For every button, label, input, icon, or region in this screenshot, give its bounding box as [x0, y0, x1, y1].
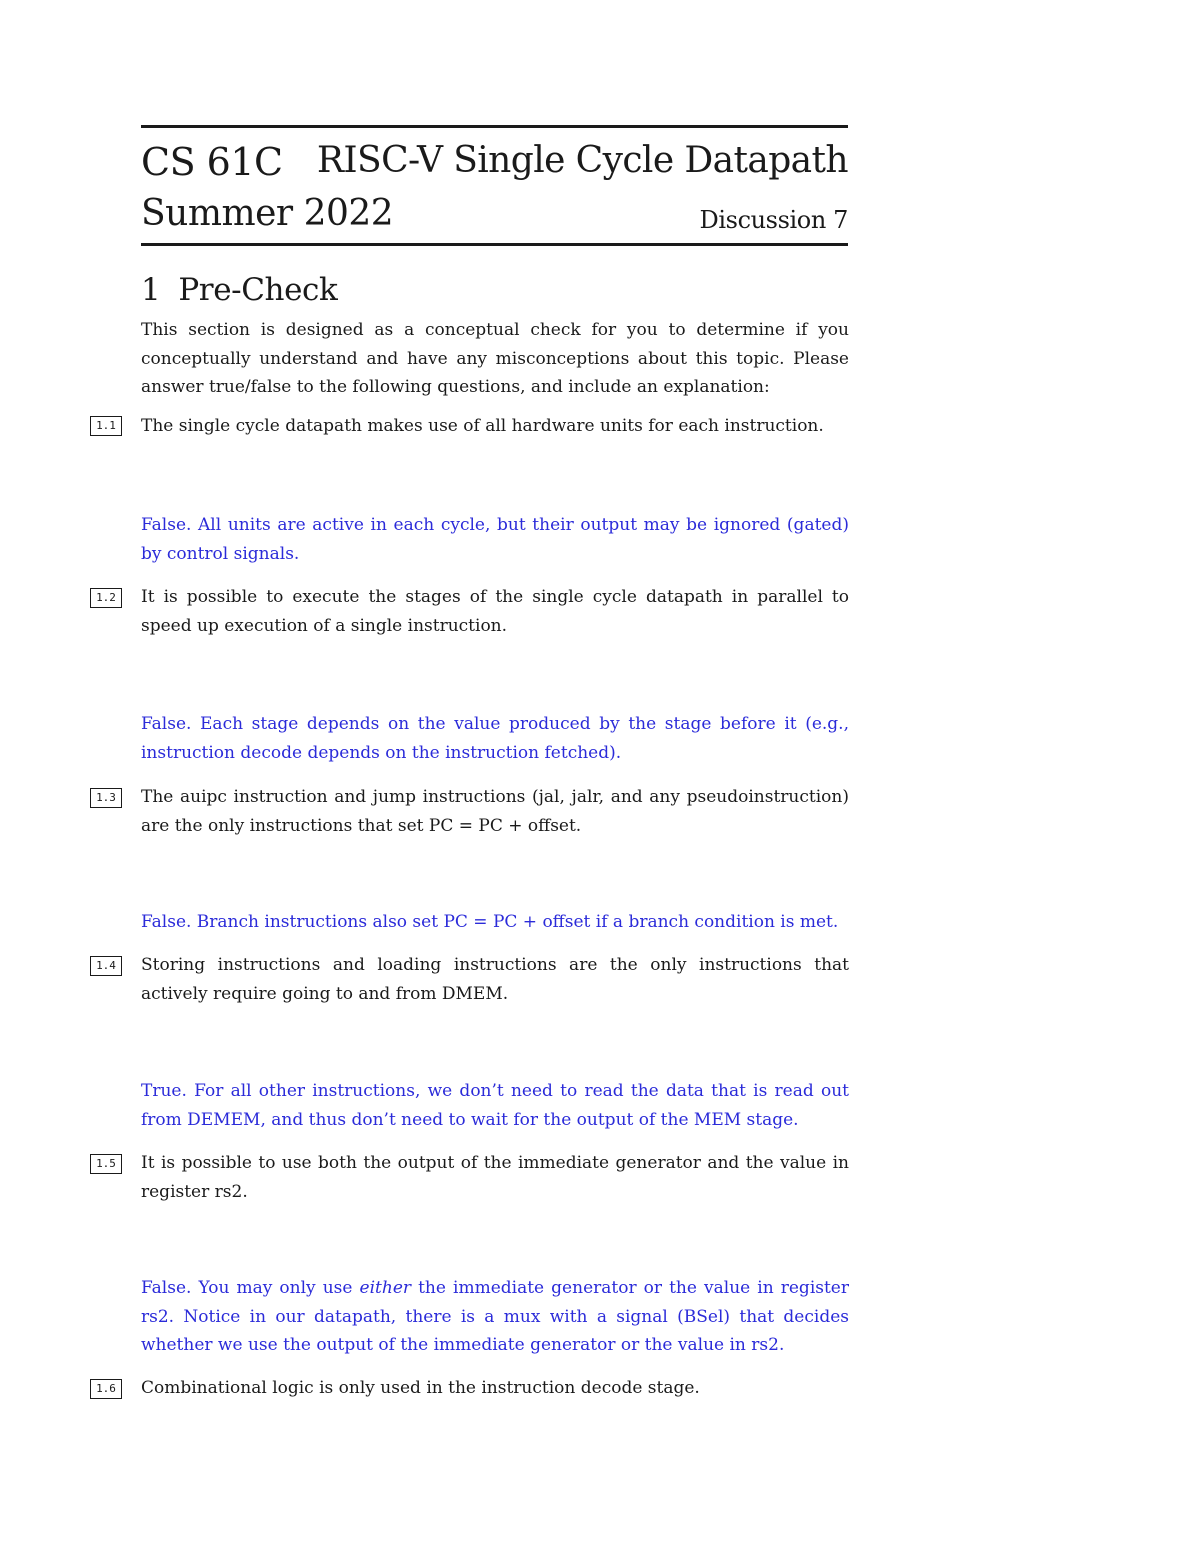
- document-title: RISC-V Single Cycle Datapath: [316, 140, 848, 181]
- answer-text: True. For all other instructions, we don’t need to read the data that is read out from DEMEM, and thus don’t need to wait for the output of the MEM stage.: [141, 1081, 849, 1130]
- section-number: 1: [141, 272, 161, 308]
- question-number-box: 1.6: [90, 1379, 122, 1399]
- header-top-rule: [141, 125, 848, 128]
- answer-text: False. Each stage depends on the value produced by the stage before it (e.g., instruction decode depends on the instruction fetched).: [141, 714, 849, 763]
- question-number-box: 1.3: [90, 788, 122, 808]
- question-text: The auipc instruction and jump instructions (jal, jalr, and any pseudoinstruction) are the only instructions that set PC = PC + offset.: [141, 787, 849, 836]
- question-text: It is possible to use both the output of the immediate generator and the value in register rs2.: [141, 1153, 849, 1202]
- question-text: Storing instructions and loading instructions are the only instructions that actively require going to and from DMEM.: [141, 955, 849, 1004]
- section-heading: [141, 272, 337, 308]
- question-number-box: 1.1: [90, 416, 122, 436]
- answer-emphasis: either: [359, 1278, 412, 1298]
- answer-text: False. Branch instructions also set PC = PC + offset if a branch condition is met.: [141, 912, 839, 932]
- header-bottom-rule: [141, 243, 848, 246]
- question-number-box: 1.2: [90, 588, 122, 608]
- question-text: The single cycle datapath makes use of all hardware units for each instruction.: [141, 416, 824, 436]
- question-number-box: 1.4: [90, 956, 122, 976]
- term-label: Summer 2022: [141, 193, 394, 234]
- answer-text-end: the immediate generator or the value in register rs2. Notice in our datapath, there is a mux with a signal (BSel) that decides whether we use the output of the immediate generator or the value in rs2.: [141, 1278, 849, 1355]
- question-text: It is possible to execute the stages of the single cycle datapath in parallel to speed up execution of a single instruction.: [141, 587, 849, 636]
- discussion-label: Discussion 7: [699, 206, 848, 234]
- question-number-box: 1.5: [90, 1154, 122, 1174]
- question-text: Combinational logic is only used in the instruction decode stage.: [141, 1378, 700, 1398]
- answer-text-start: False. You may only use: [141, 1278, 360, 1298]
- section-title: Pre-Check: [178, 272, 338, 308]
- course-code: CS 61C: [141, 140, 283, 184]
- section-intro: This section is designed as a conceptual check for you to determine if you conceptually understand and have any misconceptions about this topic. Please answer true/false to the following questions, and include an explanation:: [141, 320, 849, 397]
- answer-text: [141, 1274, 849, 1360]
- answer-text: False. All units are active in each cycle, but their output may be ignored (gated) by control signals.: [141, 515, 849, 564]
